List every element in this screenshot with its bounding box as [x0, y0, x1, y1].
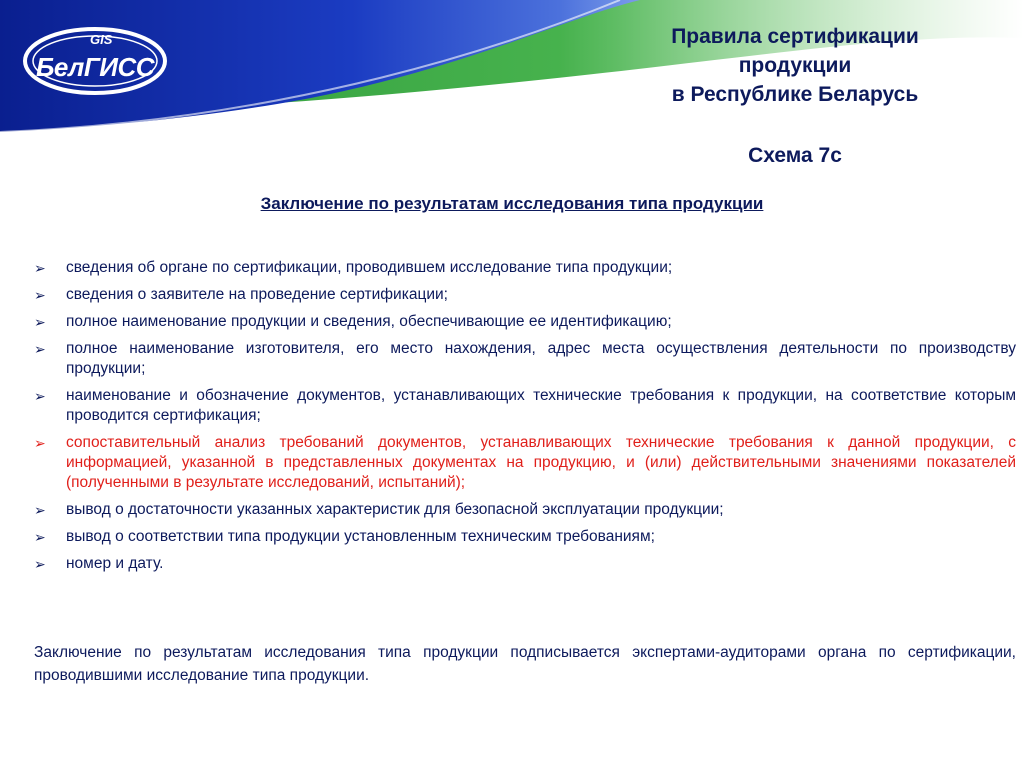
arrow-bullet-icon: ➢ — [34, 388, 46, 404]
list-item — [34, 386, 1016, 426]
arrow-bullet-icon: ➢ — [34, 287, 46, 303]
list-item — [34, 339, 1016, 379]
list-item — [34, 554, 1016, 574]
list-item — [34, 312, 1016, 332]
page-title — [600, 22, 990, 109]
arrow-bullet-icon: ➢ — [34, 314, 46, 330]
list-item-text: вывод о достаточности указанных характеристик для безопасной эксплуатации продукции; — [66, 501, 724, 518]
scheme-label: Схема 7с — [748, 144, 842, 167]
list-item-text: полное наименование продукции и сведения, обеспечивающие ее идентификацию; — [66, 313, 672, 330]
list-item — [34, 500, 1016, 520]
logo-text: БелГИСС — [35, 52, 155, 82]
logo — [20, 18, 170, 100]
title-line-3: в Республике Беларусь — [671, 83, 919, 106]
list-item — [34, 285, 1016, 305]
arrow-bullet-icon: ➢ — [34, 556, 46, 572]
arrow-bullet-icon: ➢ — [34, 529, 46, 545]
list-item-text: вывод о соответствии типа продукции установленным техническим требованиям; — [66, 528, 655, 545]
section-heading: Заключение по результатам исследования типа продукции — [260, 194, 764, 213]
logo-mark: GIS — [90, 32, 113, 47]
list-item-text: наименование и обозначение документов, устанавливающих технические требования к продукции, на соответствие которым проводится сертификация; — [66, 387, 1016, 424]
list-item — [34, 433, 1016, 493]
arrow-bullet-icon: ➢ — [34, 435, 46, 451]
list-item-text: сведения о заявителе на проведение сертификации; — [66, 286, 448, 303]
arrow-bullet-icon: ➢ — [34, 502, 46, 518]
requirements-list — [34, 258, 1016, 581]
list-item-text: полное наименование изготовителя, его место нахождения, адрес места осуществления деятельности по производству продукции; — [66, 340, 1016, 377]
footer-note: Заключение по результатам исследования типа продукции подписывается экспертами-аудиторами органа по сертификации, проводившими исследование типа продукции. — [34, 644, 1016, 684]
list-item — [34, 258, 1016, 278]
list-item-text: сопоставительный анализ требований документов, устанавливающих технические требования к данной продукции, с информацией, указанной в представленных документах на продукцию, и (или) действительными значениями показателей (полученными в результате исследований, испытаний); — [66, 434, 1016, 491]
list-item-text: номер и дату. — [66, 555, 164, 572]
list-item — [34, 527, 1016, 547]
arrow-bullet-icon: ➢ — [34, 260, 46, 276]
title-line-1: Правила сертификации — [671, 25, 919, 48]
title-line-2: продукции — [738, 54, 852, 77]
list-item-text: сведения об органе по сертификации, проводившем исследование типа продукции; — [66, 259, 673, 276]
arrow-bullet-icon: ➢ — [34, 341, 46, 357]
